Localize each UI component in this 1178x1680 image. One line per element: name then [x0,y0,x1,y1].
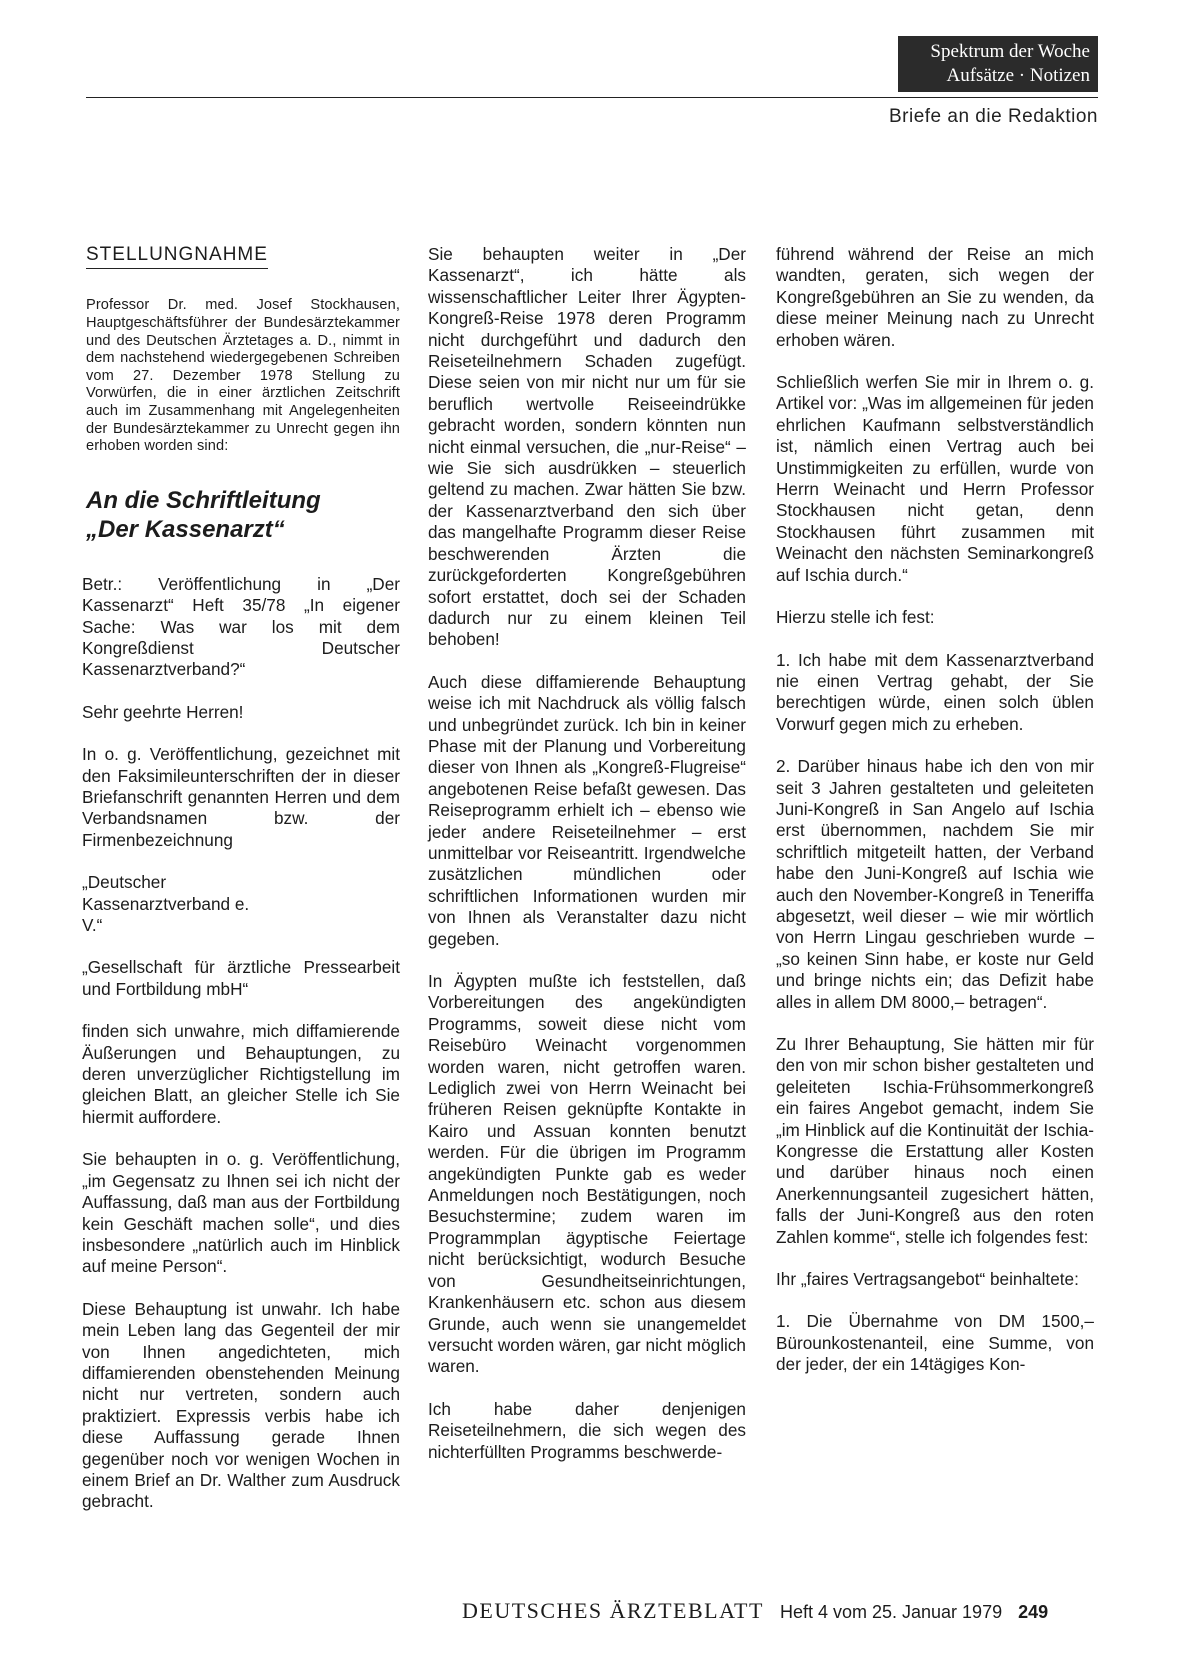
paragraph: Sehr geehrte Herren! [82,701,244,722]
issue-info: Heft 4 vom 25. Januar 1979 [779,1602,1003,1622]
paragraph: Betr.: Veröffentlichung in „Der Kassenarzt“ Heft 35/78 „In eigener Sache: Was war los mit dem Kongreßdienst Deutscher Kassenarztverband?“ [82,573,400,680]
header-rule [86,97,1098,98]
paragraph: Zu Ihrer Behauptung, Sie hätten mir für den von mir schon bisher gestalteten und geleiteten Ischia-Frühsommerkongreß ein faires Angebot gemacht, indem Sie „im Hinblick auf die Kontinuität der Ischia-Kongresse die Erstattung aller Kosten und darüber hinaus noch einen Anerkennungsanteil zugesichert hätten, falls der Juni-Kongreß aus den roten Zahlen komme“, stelle ich folgendes fest: [776,1034,1094,1247]
paragraph: In Ägypten mußte ich feststellen, daß Vorbereitungen des angekündigten Programms, soweit diese nicht vom Reisebüro Weinacht vorgenommen worden waren, nicht getroffen waren. Lediglich zwei von Herrn Weinacht bei früheren Reisen geknüpfte Kontakte in Kairo und Assuan konnten benutzt werden. Für die übrigen im Programm angekündigten Punkte gab es weder Anmeldungen noch Bestätigungen, noch Besuchstermine; zudem waren im Programmplan ägyptische Feiertage nicht berücksichtigt, wodurch Besuche von Gesundheitseinrichtungen, Krankenhäusern etc. schon aus diesem Grunde, auch wenn sie unangemeldet versucht worden wären, gar nicht möglich waren. [428,971,746,1377]
paragraph: „Gesellschaft für ärztliche Pressearbeit und Fortbildung mbH“ [82,957,400,999]
badge-line-1: Spektrum der Woche [930,41,1090,62]
paragraph: Sie behaupten in o. g. Veröffentlichung, „im Gegensatz zu Ihnen sei ich nicht der Auffassung, daß man aus der Fortbildung kein Geschäft machen solle“, und dies insbesondere „natürlich auch im Hinblick auf meine Person“. [82,1149,400,1277]
article-headline [86,486,400,544]
paragraph: 1. Ich habe mit dem Kassenarztverband nie einen Vertrag gehabt, der Sie berechtigen würde, einen solch üblen Vorwurf gegen mich zu erheben. [776,649,1094,734]
badge-line-2: Aufsätze · Notizen [946,65,1090,86]
journal-name: DEUTSCHES ÄRZTEBLATT [462,1598,764,1623]
paragraph: Ich habe daher denjenigen Reiseteilnehmern, die sich wegen des nichterfüllten Programms beschwerde- [428,1398,746,1462]
paragraph: 2. Darüber hinaus habe ich den von mir seit 3 Jahren gestalteten und geleiteten Juni-Kongreß in San Angelo auf Ischia erst übernommen, nachdem Sie mir schriftlich mitgeteilt hatten, der Verband habe den Juni-Kongreß auf Ischia wie auch den November-Kongreß in Teneriffa abgesetzt, weil dieser – wie mir wörtlich von Herrn Lingau geschrieben wurde – „so keinen Sinn habe, er koste nur Geld und bringe nichts ein; das Defizit habe alles in allem DM 8000,– betragen“. [776,756,1094,1012]
column-3 [776,244,1094,1397]
paragraph: Schließlich werfen Sie mir in Ihrem o. g. Artikel vor: „Was im allgemeinen für jeden ehrlichen Kaufmann selbstverständlich ist, nämlich einen Vertrag auch bei Unstimmigkeiten zu erfüllen, wurde von Herrn Weinacht und Herrn Professor Stockhausen nicht getan, denn Stockhausen führt zusammen mit Weinacht den nächsten Seminarkongreß auf Ischia durch.“ [776,372,1094,585]
paragraph: „Deutscher Kassenarztverband e. V.“ [82,872,250,936]
headline-line-1: An die Schriftleitung [86,486,321,514]
paragraph: Diese Behauptung ist unwahr. Ich habe mein Leben lang das Gegenteil der mir von Ihnen angedichteten, mich diffamierenden obenstehenden Meinung nicht nur vertreten, sondern auch praktiziert. Expressis verbis habe ich diese Auffassung gerade Ihnen gegenüber noch vor wenigen Wochen in einem Brief an Dr. Walther zum Ausdruck gebracht. [82,1298,400,1512]
paragraph: In o. g. Veröffentlichung, gezeichnet mit den Faksimileunterschriften der in dieser Briefanschrift genannten Herren und dem Verbandsnamen bzw. der Firmenbezeichnung [82,744,400,850]
paragraph: Ihr „faires Vertragsangebot“ beinhaltete: [776,1269,1079,1290]
section-label: Briefe an die Redaktion [888,106,1098,127]
page-footer [462,1598,1048,1624]
paragraph: finden sich unwahre, mich diffamierende Äußerungen und Behauptungen, zu deren unverzüglicher Richtigstellung im gleichen Blatt, an gleicher Stelle ich Sie hiermit auffordere. [82,1021,400,1127]
headline-line-2: „Der Kassenarzt“ [86,515,285,543]
paragraph: 1. Die Übernahme von DM 1500,– Bürounkostenanteil, eine Summe, von der jeder, der ein 14tägiges Kon- [776,1311,1094,1375]
paragraph: Hierzu stelle ich fest: [776,607,935,628]
paragraph: Auch diese diffamierende Behauptung weise ich mit Nachdruck als völlig falsch und unbegründet zurück. Ich bin in keiner Phase mit der Planung und Vorbereitung dieser von Ihnen als „Kongreß-Flugreise“ angebotenen Reise befaßt gewesen. Das Reiseprogramm erhielt ich – ebenso wie jeder andere Reiseteilnehmer – erst unmittelbar vor Reiseantritt. Irgendwelche zusätzlichen mündlichen oder schriftlichen Informationen wurden mir von Ihnen als Veranstalter dazu nicht gegeben. [428,671,746,949]
page-number: 249 [1018,1602,1049,1622]
paragraph: Sie behaupten weiter in „Der Kassenarzt“, ich hätte als wissenschaftlicher Leiter Ihrer Ägypten-Kongreß-Reise 1978 deren Programm nicht durchgeführt und dadurch den Reiseteilnehmern Schaden zugefügt. Diese seien von mir nicht nur um für sie beruflich wertvolle Reiseeindrükke gebracht worden, sondern könnten nun nicht einmal versuchen, die „nur-Reise“ – wie Sie sich ausdrükken – steuerlich geltend zu machen. Zwar hätten Sie bzw. der Kassenarztverband den sich über das mangelhafte Programm dieser Reise beschwerenden Ärzten die zurückgeforderten Kongreßgebühren sofort erstattet, doch sei der Schaden dadurch nur zu einem kleinen Teil behoben! [428,244,746,650]
article-kicker: STELLUNGNAHME [86,244,268,269]
section-badge [898,36,1098,92]
column-2 [428,244,746,1484]
column-1 [82,244,400,1534]
article-intro: Professor Dr. med. Josef Stockhausen, Hauptgeschäftsführer der Bundesärztekammer und des Deutschen Ärztetages a. D., nimmt in dem nachstehend wiedergegebenen Schreiben vom 27. Dezember 1978 Stellung zu Vorwürfen, die in einer ärztlichen Zeitschrift auch im Zusammenhang mit Angelegenheiten der Bundesärztekammer zu Unrecht gegen ihn erhoben worden sind: [86,297,400,455]
paragraph: führend während der Reise an mich wandten, geraten, sich wegen der Kongreßgebühren an Sie zu wenden, da diese meiner Meinung nach zu Unrecht erhoben wären. [776,244,1094,350]
